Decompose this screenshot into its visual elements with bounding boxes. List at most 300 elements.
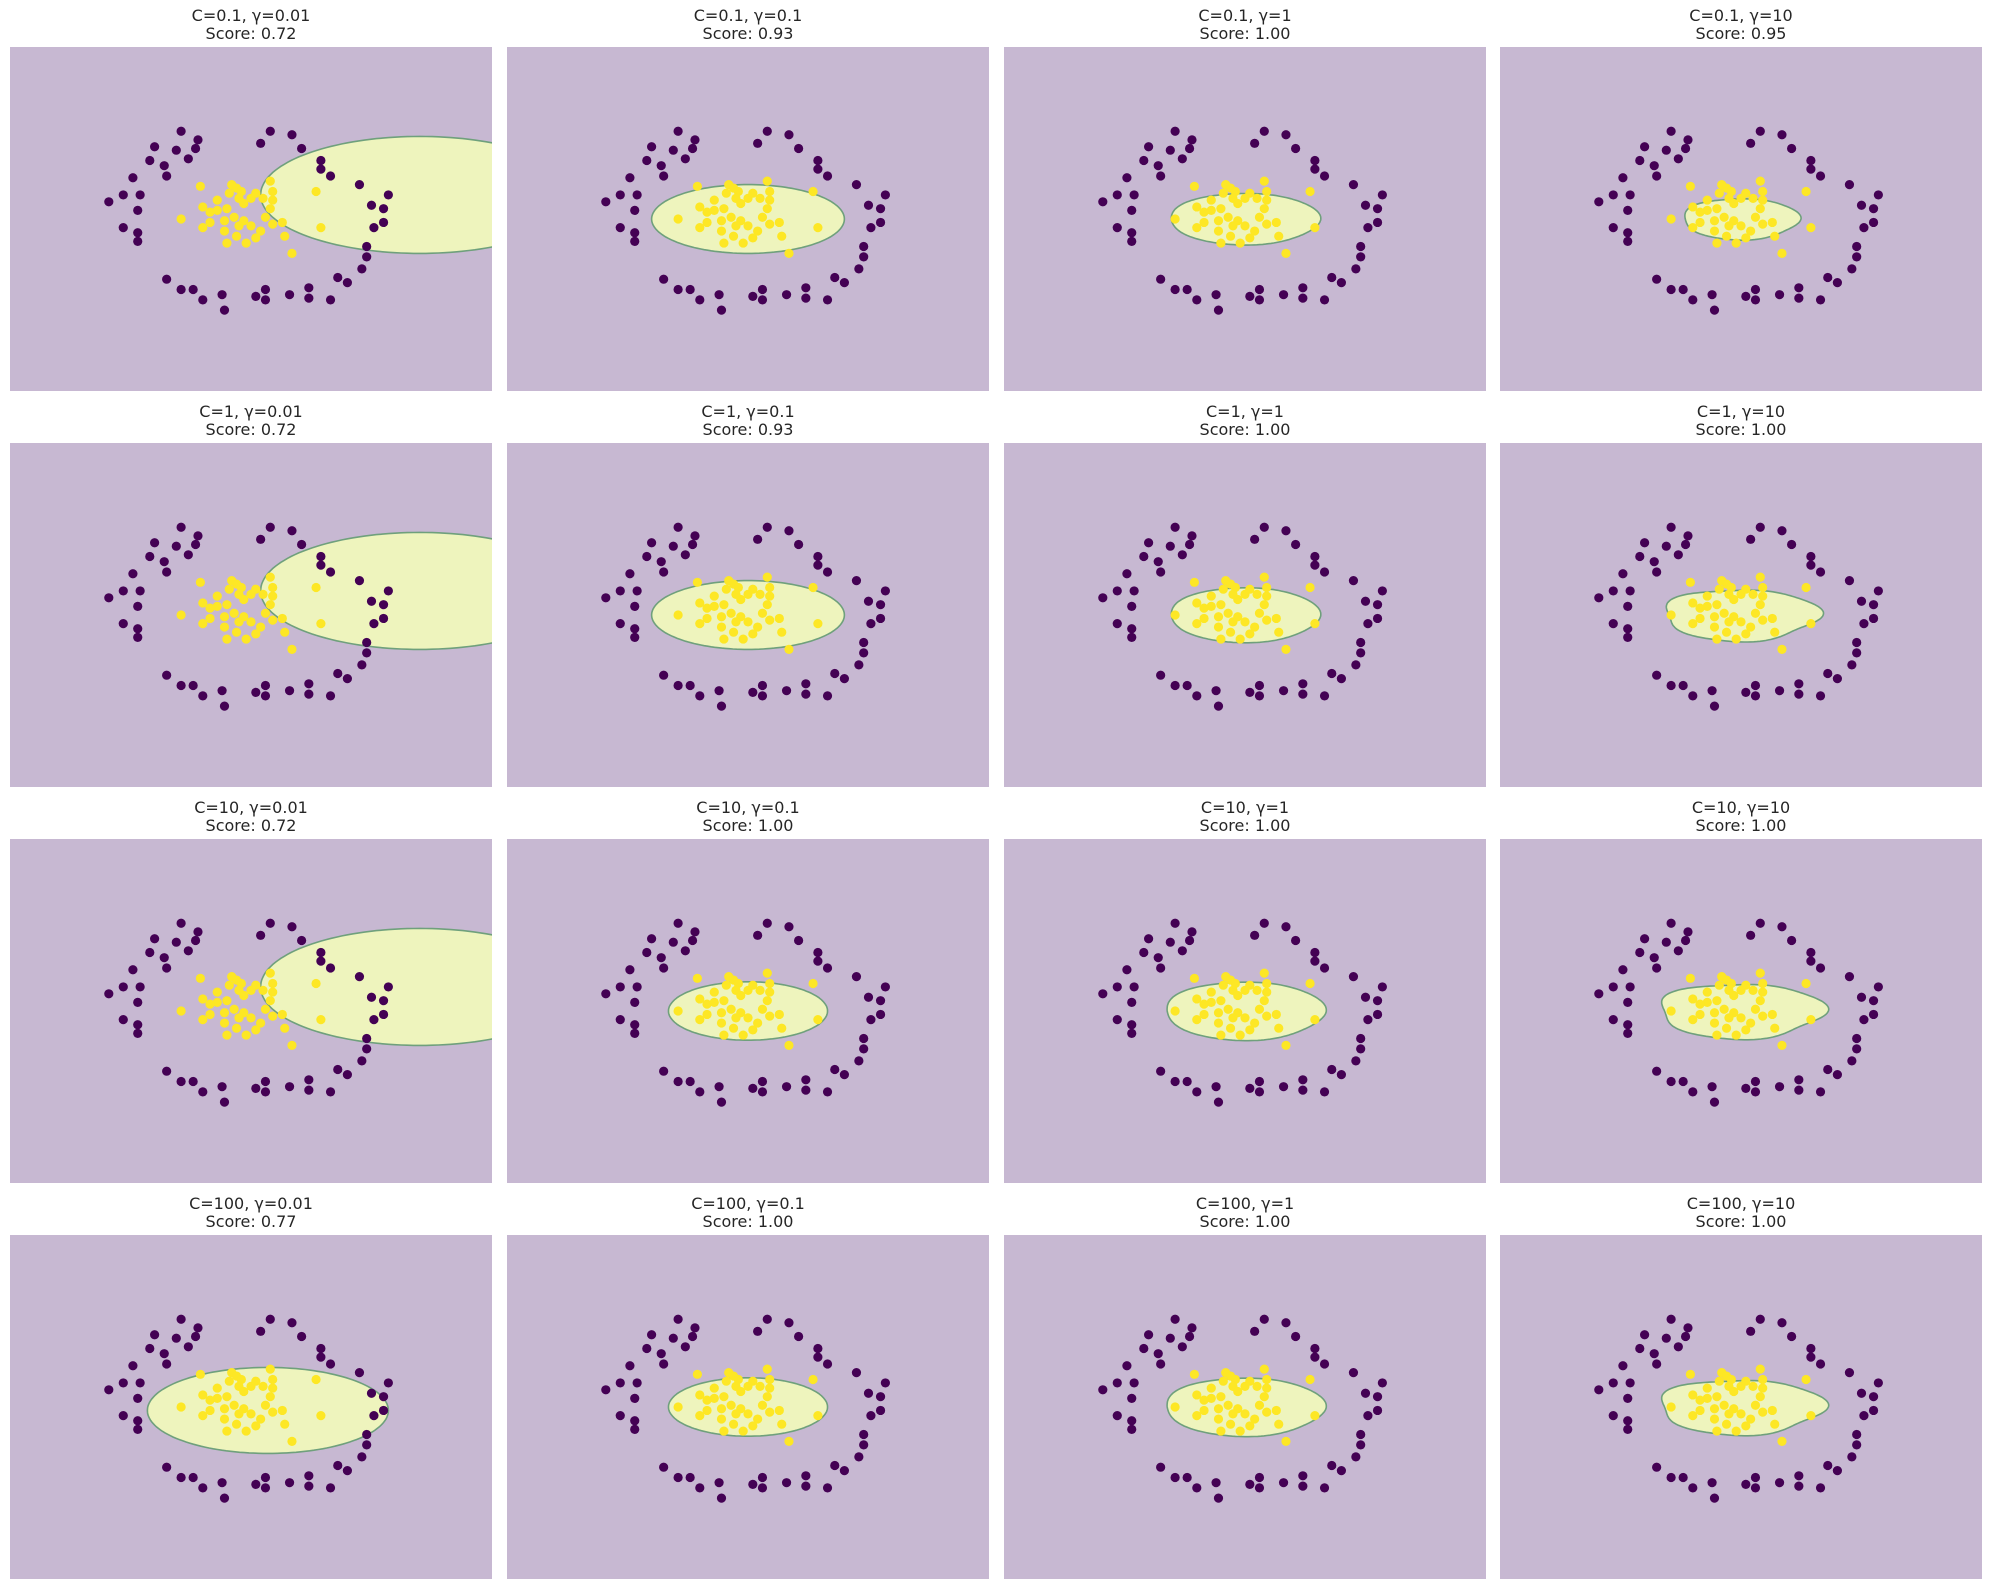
class1-point: [220, 1404, 229, 1413]
class0-point: [633, 190, 642, 199]
class0-point: [1869, 614, 1878, 623]
class0-point: [133, 602, 142, 611]
class0-point: [343, 1466, 352, 1475]
class0-point: [379, 204, 388, 213]
class1-point: [1228, 617, 1237, 626]
class0-point: [1674, 1342, 1683, 1351]
class1-point: [222, 1392, 231, 1401]
class0-point: [1794, 294, 1803, 303]
class0-point: [758, 1473, 767, 1482]
class1-point: [784, 249, 793, 258]
class0-point: [813, 552, 822, 561]
class1-point: [198, 619, 207, 628]
class0-point: [285, 1478, 294, 1487]
class1-point: [748, 1421, 757, 1430]
class1-point: [695, 223, 704, 232]
class0-point: [659, 275, 668, 284]
class0-point: [823, 691, 832, 700]
class0-point: [1113, 586, 1122, 595]
class0-point: [1662, 146, 1671, 155]
class1-point: [1703, 1383, 1712, 1392]
class0-point: [145, 156, 154, 165]
class0-point: [119, 619, 128, 628]
class0-point: [256, 139, 265, 148]
class0-point: [876, 600, 885, 609]
class0-point: [1310, 165, 1319, 174]
class0-point: [1806, 1353, 1815, 1362]
class1-point: [261, 609, 270, 618]
class0-point: [193, 1323, 202, 1332]
class1-point: [765, 187, 774, 196]
class0-point: [1127, 1020, 1136, 1029]
class0-point: [1852, 638, 1861, 647]
class0-point: [1281, 1318, 1290, 1327]
class0-point: [1623, 633, 1632, 642]
class0-point: [601, 989, 610, 998]
class0-point: [1337, 1466, 1346, 1475]
class1-point: [1226, 1420, 1235, 1429]
class1-point: [1192, 619, 1201, 628]
class1-point: [693, 1370, 702, 1379]
class1-point: [1274, 1420, 1283, 1429]
class1-point: [731, 221, 740, 230]
subplot-score: Score: 0.95: [1695, 24, 1787, 43]
class0-point: [316, 1344, 325, 1353]
class0-point: [1816, 963, 1825, 972]
class1-point: [242, 634, 251, 643]
class0-point: [859, 1044, 868, 1053]
class1-point: [758, 1005, 767, 1014]
class0-point: [1847, 264, 1856, 273]
class0-point: [1650, 557, 1659, 566]
class0-point: [379, 614, 388, 623]
class1-point: [784, 1041, 793, 1050]
class1-point: [232, 628, 241, 637]
class0-point: [343, 674, 352, 683]
class0-point: [647, 934, 656, 943]
class0-point: [1363, 1411, 1372, 1420]
subplot-2: [1004, 6, 1486, 391]
class0-point: [191, 540, 200, 549]
class0-point: [1373, 204, 1382, 213]
class0-point: [801, 283, 810, 292]
class0-point: [326, 691, 335, 700]
class1-point: [266, 573, 275, 582]
class1-point: [765, 979, 774, 988]
class1-point: [1751, 1401, 1760, 1410]
class0-point: [1178, 1342, 1187, 1351]
class0-point: [876, 614, 885, 623]
class0-point: [1171, 1473, 1180, 1482]
class0-point: [1833, 674, 1842, 683]
class0-point: [1156, 1067, 1165, 1076]
class0-point: [1623, 206, 1632, 215]
class0-point: [1356, 1430, 1365, 1439]
class1-point: [717, 1008, 726, 1017]
class0-point: [162, 171, 171, 180]
class0-point: [1816, 1087, 1825, 1096]
class1-point: [755, 986, 764, 995]
class0-point: [674, 285, 683, 294]
subplot-title: C=0.1, γ=1: [1198, 6, 1292, 25]
class0-point: [1373, 1406, 1382, 1415]
subplot-title: C=0.1, γ=0.01: [191, 6, 311, 25]
class1-point: [719, 1426, 728, 1435]
class0-point: [1775, 1082, 1784, 1091]
class1-point: [266, 969, 275, 978]
class1-point: [719, 1392, 728, 1401]
class1-point: [311, 1375, 320, 1384]
class0-point: [1852, 252, 1861, 261]
class0-point: [1618, 965, 1627, 974]
class0-point: [813, 165, 822, 174]
class1-point: [261, 1005, 270, 1014]
class0-point: [133, 228, 142, 237]
class0-point: [1777, 130, 1786, 139]
class1-point: [1216, 204, 1225, 213]
class0-point: [1674, 946, 1683, 955]
class1-point: [258, 194, 267, 203]
class0-point: [191, 144, 200, 153]
class0-point: [1626, 982, 1635, 991]
class0-point: [1594, 593, 1603, 602]
class1-point: [758, 213, 767, 222]
class0-point: [1710, 1098, 1719, 1107]
class0-point: [1127, 602, 1136, 611]
class1-point: [717, 1018, 726, 1027]
class0-point: [287, 130, 296, 139]
class1-point: [1724, 1013, 1733, 1022]
class1-point: [808, 187, 817, 196]
class0-point: [1741, 1480, 1750, 1489]
class1-point: [674, 1006, 683, 1015]
class1-point: [777, 628, 786, 637]
class1-point: [808, 583, 817, 592]
class0-point: [217, 1478, 226, 1487]
class1-point: [1260, 996, 1269, 1005]
class1-point: [196, 578, 205, 587]
class0-point: [1122, 965, 1131, 974]
class0-point: [674, 1077, 683, 1086]
class1-point: [1228, 1013, 1237, 1022]
class1-point: [1686, 182, 1695, 191]
class0-point: [748, 1480, 757, 1489]
class0-point: [1361, 597, 1370, 606]
class1-point: [1756, 573, 1765, 582]
class0-point: [1847, 1452, 1856, 1461]
class0-point: [1378, 586, 1387, 595]
class1-point: [1190, 578, 1199, 587]
class0-point: [189, 681, 198, 690]
class0-point: [1823, 273, 1832, 282]
class0-point: [1683, 531, 1692, 540]
class0-point: [1211, 1082, 1220, 1091]
class0-point: [876, 218, 885, 227]
class0-point: [1652, 963, 1661, 972]
class0-point: [801, 1075, 810, 1084]
class0-point: [1746, 931, 1755, 940]
subplot-9: [507, 798, 989, 1183]
class0-point: [1122, 173, 1131, 182]
class1-point: [695, 1411, 704, 1420]
class1-point: [1310, 1411, 1319, 1420]
class1-point: [1751, 609, 1760, 618]
class0-point: [1320, 1483, 1329, 1492]
class0-point: [367, 201, 376, 210]
class0-point: [695, 1483, 704, 1492]
class0-point: [1192, 691, 1201, 700]
class0-point: [1667, 523, 1676, 532]
class0-point: [823, 963, 832, 972]
class1-point: [268, 987, 277, 996]
class1-point: [1768, 614, 1777, 623]
class1-point: [1262, 187, 1271, 196]
class0-point: [1373, 996, 1382, 1005]
class0-point: [686, 285, 695, 294]
class1-point: [1777, 249, 1786, 258]
class0-point: [184, 1342, 193, 1351]
class0-point: [172, 1334, 181, 1343]
class0-point: [1098, 593, 1107, 602]
class0-point: [1373, 218, 1382, 227]
class1-point: [717, 612, 726, 621]
class0-point: [1623, 237, 1632, 246]
class0-point: [625, 1361, 634, 1370]
class0-point: [813, 1353, 822, 1362]
class1-point: [1260, 177, 1269, 186]
class1-point: [266, 177, 275, 186]
class0-point: [369, 223, 378, 232]
class0-point: [1113, 1378, 1122, 1387]
class0-point: [1281, 526, 1290, 535]
class0-point: [1833, 1466, 1842, 1475]
class0-point: [794, 936, 803, 945]
class1-point: [808, 979, 817, 988]
class0-point: [1787, 144, 1796, 153]
class1-point: [316, 1015, 325, 1024]
class1-point: [266, 1392, 275, 1401]
class0-point: [1652, 1463, 1661, 1472]
class1-point: [251, 233, 260, 242]
class0-point: [266, 523, 275, 532]
class0-point: [1623, 1029, 1632, 1038]
class1-point: [1214, 1404, 1223, 1413]
class0-point: [876, 996, 885, 1005]
class0-point: [1662, 542, 1671, 551]
class1-point: [1720, 1005, 1729, 1014]
class0-point: [647, 142, 656, 151]
class0-point: [362, 1440, 371, 1449]
class0-point: [1852, 1430, 1861, 1439]
class1-point: [1192, 223, 1201, 232]
class1-point: [1686, 578, 1695, 587]
class0-point: [1156, 171, 1165, 180]
class0-point: [1681, 936, 1690, 945]
class1-point: [1710, 226, 1719, 235]
class0-point: [1187, 531, 1196, 540]
class1-point: [1712, 634, 1721, 643]
class0-point: [119, 586, 128, 595]
class0-point: [1337, 278, 1346, 287]
subplot-title: C=1, γ=0.01: [199, 402, 303, 421]
class1-point: [1751, 1005, 1760, 1014]
class1-point: [1806, 1411, 1815, 1420]
class0-point: [659, 1359, 668, 1368]
class1-point: [1688, 1411, 1697, 1420]
class1-point: [775, 218, 784, 227]
class0-point: [794, 144, 803, 153]
class1-point: [1252, 590, 1261, 599]
class0-point: [261, 691, 270, 700]
class0-point: [854, 660, 863, 669]
class1-point: [1260, 1392, 1269, 1401]
class0-point: [379, 218, 388, 227]
class1-point: [205, 208, 214, 217]
class1-point: [1712, 204, 1721, 213]
class1-point: [1262, 583, 1271, 592]
class0-point: [630, 1029, 639, 1038]
class0-point: [690, 135, 699, 144]
class1-point: [717, 226, 726, 235]
class1-point: [220, 216, 229, 225]
class0-point: [1667, 1077, 1676, 1086]
class0-point: [690, 1323, 699, 1332]
class1-point: [1236, 238, 1245, 247]
class0-point: [1156, 275, 1165, 284]
class1-point: [1724, 221, 1733, 230]
class1-point: [1214, 612, 1223, 621]
class0-point: [1139, 1344, 1148, 1353]
class0-point: [616, 1378, 625, 1387]
class0-point: [261, 1483, 270, 1492]
class1-point: [311, 583, 320, 592]
class0-point: [193, 135, 202, 144]
class0-point: [177, 285, 186, 294]
class1-point: [1281, 249, 1290, 258]
class0-point: [326, 963, 335, 972]
class0-point: [261, 1087, 270, 1096]
class0-point: [1852, 1034, 1861, 1043]
class0-point: [1356, 638, 1365, 647]
class0-point: [304, 294, 313, 303]
subplot-score: Score: 0.72: [205, 816, 297, 835]
class0-point: [717, 1494, 726, 1503]
class1-point: [765, 220, 774, 229]
class0-point: [1623, 624, 1632, 633]
class0-point: [133, 237, 142, 246]
class1-point: [177, 1006, 186, 1015]
class0-point: [1245, 1084, 1254, 1093]
class1-point: [1245, 1025, 1254, 1034]
class0-point: [866, 1015, 875, 1024]
class0-point: [285, 290, 294, 299]
class1-point: [1801, 187, 1810, 196]
class0-point: [688, 540, 697, 549]
class0-point: [1746, 139, 1755, 148]
class1-point: [1801, 583, 1810, 592]
class1-point: [198, 223, 207, 232]
class0-point: [1171, 681, 1180, 690]
class0-point: [162, 1067, 171, 1076]
class0-point: [1320, 567, 1329, 576]
class0-point: [1594, 989, 1603, 998]
class1-point: [1667, 214, 1676, 223]
class1-point: [765, 591, 774, 600]
class0-point: [1751, 285, 1760, 294]
class0-point: [136, 982, 145, 991]
class1-point: [784, 645, 793, 654]
class1-point: [727, 609, 736, 618]
class0-point: [133, 633, 142, 642]
class0-point: [1250, 139, 1259, 148]
class0-point: [1171, 1315, 1180, 1324]
class0-point: [316, 1353, 325, 1362]
class0-point: [1794, 1482, 1803, 1491]
class0-point: [287, 1318, 296, 1327]
class1-point: [177, 214, 186, 223]
class0-point: [150, 1330, 159, 1339]
class0-point: [256, 535, 265, 544]
class0-point: [1626, 586, 1635, 595]
class0-point: [1623, 1394, 1632, 1403]
class0-point: [1310, 1353, 1319, 1362]
class0-point: [1183, 1473, 1192, 1482]
class0-point: [1623, 998, 1632, 1007]
class1-point: [268, 616, 277, 625]
class0-point: [1298, 1471, 1307, 1480]
class1-point: [1758, 187, 1767, 196]
class0-point: [198, 1087, 207, 1096]
subplot-score: Score: 0.93: [702, 420, 794, 439]
class1-point: [1281, 1437, 1290, 1446]
class0-point: [1171, 285, 1180, 294]
class0-point: [326, 1087, 335, 1096]
class1-point: [280, 1420, 289, 1429]
class0-point: [1361, 1389, 1370, 1398]
class0-point: [1777, 526, 1786, 535]
subplot-7: [1500, 402, 1982, 787]
class0-point: [1178, 946, 1187, 955]
class0-point: [285, 686, 294, 695]
class0-point: [285, 1082, 294, 1091]
class1-point: [234, 617, 243, 626]
class0-point: [1874, 1378, 1883, 1387]
subplot-title: C=0.1, γ=0.1: [693, 6, 803, 25]
class0-point: [1707, 1478, 1716, 1487]
class0-point: [866, 223, 875, 232]
class1-point: [316, 223, 325, 232]
class0-point: [1847, 660, 1856, 669]
class1-point: [251, 1421, 260, 1430]
class0-point: [1609, 1378, 1618, 1387]
class1-point: [1741, 233, 1750, 242]
class0-point: [1178, 550, 1187, 559]
class1-point: [316, 1411, 325, 1420]
class0-point: [316, 165, 325, 174]
class0-point: [1279, 686, 1288, 695]
class0-point: [1859, 223, 1868, 232]
class1-point: [1192, 1015, 1201, 1024]
class1-point: [232, 1024, 241, 1033]
class0-point: [119, 190, 128, 199]
class0-point: [1852, 1044, 1861, 1053]
class0-point: [1869, 1406, 1878, 1415]
class0-point: [717, 1098, 726, 1107]
class0-point: [1806, 552, 1815, 561]
class0-point: [1674, 550, 1683, 559]
class1-point: [1207, 591, 1216, 600]
class0-point: [220, 306, 229, 315]
